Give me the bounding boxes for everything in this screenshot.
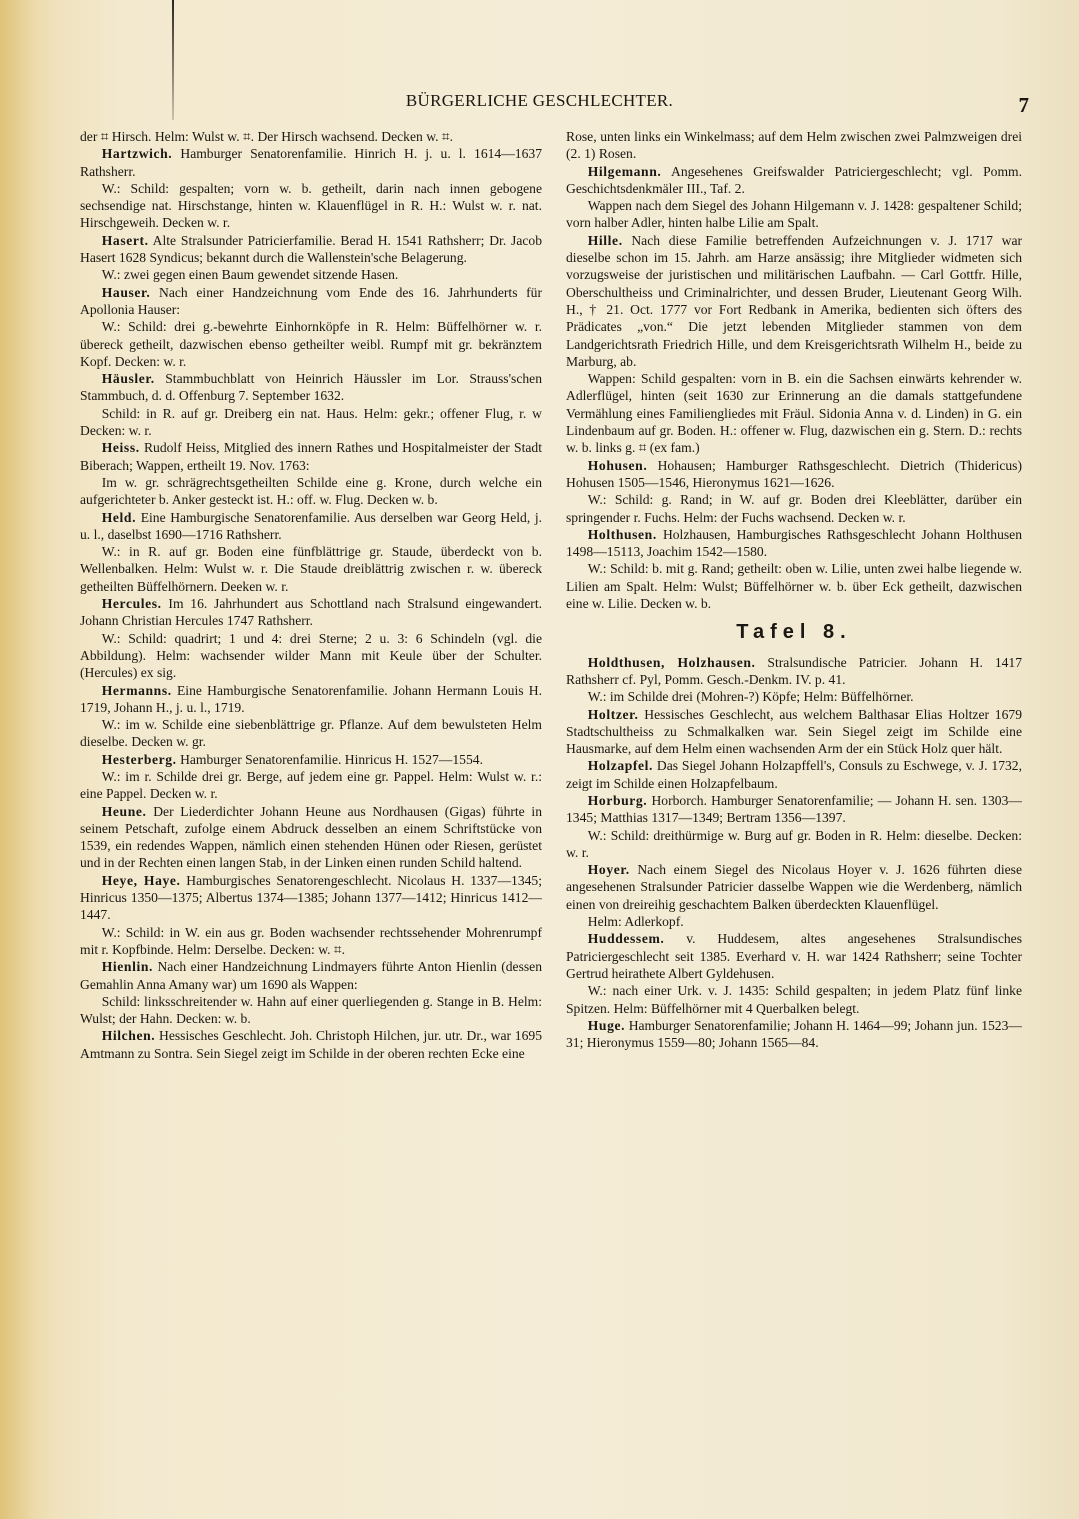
family-entry	[80, 284, 542, 319]
entry-heading: Häusler.	[101, 371, 155, 387]
blazon-paragraph: W.: nach einer Urk. v. J. 1435: Schild gespalten; in jedem Platz fünf linke Spitzen. Helm: Büffelhörner mit 4 Querbalken belegt.	[566, 983, 1022, 1016]
entry-text: Im 16. Jahrhundert aus Schottland nach Stralsund eingewandert. Johann Christian Hercules 1747 Rathsherr.	[80, 596, 542, 629]
entry-heading: Heye, Haye.	[101, 872, 181, 888]
section-title: Tafel 8.	[736, 621, 852, 644]
family-entry	[80, 232, 542, 267]
family-entry	[80, 1027, 542, 1062]
blazon-paragraph: W.: Schild: gespalten; vorn w. b. getheilt, darin nach innen gebogene sechsendige nat. Hirschstange, hinten w. Klauenflügel in R. H.: Wulst w. r. nat. Hirschgeweih. Decken w. r.	[80, 180, 542, 231]
blazon-paragraph: W.: Schild: in W. ein aus gr. Boden wachsender rechtssehender Mohrenrumpf mit r. Kopfbinde. Helm: Derselbe. Decken: w. ⌗.	[80, 924, 542, 957]
continued-paragraph: Rose, unten links ein Winkelmass; auf dem Helm zwischen zwei Palmzweigen drei (2. 1) Rosen.	[566, 129, 1022, 162]
family-entry	[80, 370, 542, 405]
entry-text: Stammbuchblatt von Heinrich Häussler im Lor. Strauss'schen Stammbuch, d. d. Offenburg 7. September 1632.	[80, 371, 542, 404]
family-entry	[80, 803, 542, 872]
entry-heading: Hauser.	[101, 284, 151, 300]
page-number: 7	[1018, 93, 1029, 117]
entry-text: Hamburger Senatorenfamilie. Hinricus H. 1527—1554.	[176, 751, 483, 767]
entry-text: Stralsundische Patricier. Johann H. 1417 Rathsherr cf. Pyl, Pomm. Gesch.-Denkm. IV. p. 41.	[566, 654, 1022, 687]
page-header	[0, 91, 1079, 115]
family-entry	[80, 145, 542, 180]
entry-heading: Horburg.	[587, 792, 648, 808]
blazon-paragraph: W.: im w. Schilde eine siebenblättrige gr. Pflanze. Auf dem bewulsteten Helm dieselbe. Decken w. gr.	[80, 717, 542, 750]
blazon-paragraph: Helm: Adlerkopf.	[587, 914, 684, 930]
entry-text: Eine Hamburgische Senatorenfamilie. Aus derselben war Georg Held, j. u. l., daselbst 1690—1716 Rathsherr.	[80, 509, 542, 542]
family-entry	[80, 682, 542, 717]
family-entry	[566, 163, 1022, 198]
blazon-paragraph: W.: in R. auf gr. Boden eine fünfblättrige gr. Staude, überdeckt von b. Wellenbalken. Helm: Wulst w. r. Die Staude dreiblättrig zwischen r. w. übereck getheilten Büffelhörnern. Deeken w. r.	[80, 544, 542, 594]
blazon-paragraph: W.: im Schilde drei (Mohren-?) Köpfe; Helm: Büffelhörner.	[587, 689, 914, 705]
entry-heading: Huddessem.	[587, 931, 665, 947]
entry-text: Angesehenes Greifswalder Patriciergeschlecht; vgl. Pomm. Geschichtsdenkmäler III., Taf. 2.	[566, 163, 1022, 196]
left-column	[80, 128, 542, 1468]
entry-text: Nach einem Siegel des Nicolaus Hoyer v. J. 1626 führten diese angesehenen Stralsunder Patricier dasselbe Wappen wie die Werdenberg, nämlich einen von dreireihig geschachtem Balken überdeckten Klauenflügel.	[566, 862, 1022, 912]
entry-heading: Hohusen.	[587, 457, 648, 473]
entry-heading: Holthusen.	[587, 526, 657, 542]
blazon-paragraph: W.: Schild: g. Rand; in W. auf gr. Boden drei Kleeblätter, darüber ein springender r. Fuchs. Helm: der Fuchs wachsend. Decken w. r.	[566, 492, 1022, 525]
blazon-paragraph: W.: Schild: quadrirt; 1 und 4: drei Sterne; 2 u. 3: 6 Schindeln (vgl. die Abbildung). Helm: wachsender wilder Mann mit Keule über der Schulter. (Hercules) ex sig.	[80, 630, 542, 681]
entry-heading: Hesterberg.	[101, 751, 177, 767]
family-entry	[566, 457, 1022, 492]
blazon-paragraph: W.: Schild: b. mit g. Rand; getheilt: oben w. Lilie, unten zwei halbe liegende w. Lilien am Spalt. Helm: Wulst; Büffelhörner w. b. über Eck getheilt, dazwischen eine w. Lilie. Decken w. b.	[566, 561, 1022, 612]
blazon-paragraph: Schild: linksschreitender w. Hahn auf einer querliegenden g. Stange in B. Helm: Wulst; der Hahn. Decken: w. b.	[80, 993, 542, 1027]
entry-heading: Hoyer.	[587, 862, 630, 878]
blazon-paragraph: Im w. gr. schrägrechtsgetheilten Schilde eine g. Krone, durch welche ein aufgerichteter b. Anker gesteckt ist. H.: off. w. Flug. Decken w. b.	[80, 474, 542, 508]
entry-text: Hessisches Geschlecht. Joh. Christoph Hilchen, jur. utr. Dr., war 1695 Amtmann zu Sontra. Sein Siegel zeigt im Schilde in der oberen rechten Ecke eine	[80, 1028, 542, 1061]
blazon-paragraph: Wappen: Schild gespalten: vorn in B. ein die Sachsen einwärts kehrender w. Adlerflügel, hinten (seit 1630 zur Erinnerung an die damals stattgefundene Vermählung eines Familiengliedes mit Fräul. Sidonia Anna v. d. Linden) in G. ein Lindenbaum auf gr. Boden. H.: offener w. Flug, dazwischen ein g. Stern. D.: rechts w. b. links g. ⌗ (ex fam.)	[566, 371, 1022, 456]
entry-heading: Hilgemann.	[587, 163, 662, 179]
entry-heading: Hienlin.	[101, 959, 154, 975]
entry-heading: Holzapfel.	[587, 758, 654, 774]
family-entry	[566, 861, 1022, 913]
entry-text: Hohausen; Hamburger Rathsgeschlecht. Dietrich (Thidericus) Hohusen 1505—1546, Hieronymus 1621—1626.	[566, 457, 1022, 490]
family-entry	[566, 792, 1022, 827]
entry-text: Das Siegel Johann Holzapffell's, Consuls zu Eschwege, v. J. 1732, zeigt im Schilde einen Holzapfelbaum.	[566, 758, 1022, 791]
entry-heading: Heune.	[101, 803, 147, 819]
entry-heading: Hasert.	[101, 232, 149, 248]
entry-text: Nach einer Handzeichnung vom Ende des 16. Jahrhunderts für Apollonia Hauser:	[80, 284, 542, 317]
entry-heading: Hartzwich.	[101, 146, 173, 162]
entry-heading: Huge.	[587, 1017, 626, 1033]
blazon-paragraph: W.: Schild: drei g.-bewehrte Einhornköpfe in R. Helm: Büffelhörner w. r. übereck getheilt, dazwischen ebenso getheilter weibl. Rumpf mit gr. bekränztem Kopf. Decken: w. r.	[80, 319, 542, 369]
entry-heading: Heiss.	[101, 440, 140, 456]
continued-paragraph: der ⌗ Hirsch. Helm: Wulst w. ⌗. Der Hirsch wachsend. Decken w. ⌗.	[80, 129, 453, 144]
entry-heading: Holtzer.	[587, 706, 639, 722]
family-entry	[80, 439, 542, 474]
family-entry	[566, 654, 1022, 689]
family-entry	[80, 958, 542, 993]
family-entry	[80, 595, 542, 630]
blazon-paragraph: Wappen nach dem Siegel des Johann Hilgemann v. J. 1428: gespaltener Schild; vorn halber Adler, hinten halbe Lilie am Spalt.	[566, 198, 1022, 231]
entry-text: Nach einer Handzeichnung Lindmayers führte Anton Hienlin (dessen Gemahlin Anna Amany war) um 1690 als Wappen:	[80, 959, 542, 992]
entry-text: Der Liederdichter Johann Heune aus Nordhausen (Gigas) führte in seinem Petschaft, zufolge einem Abdruck desselben an einem Schriftstücke von 1539, ein redendes Wappen, nämlich einen stehenden Hünen oder Riesen, gerüstet und in der Rechten einen langen Stab, in der Linken einen runden Schild haltend.	[80, 803, 542, 871]
entry-heading: Hercules.	[101, 596, 162, 612]
running-head: BÜRGERLICHE GESCHLECHTER.	[405, 91, 674, 110]
family-entry	[566, 1017, 1022, 1052]
entry-text: Hamburger Senatorenfamilie; Johann H. 1464—99; Johann jun. 1523—31; Hieronymus 1559—80; Johann 1565—84.	[566, 1017, 1022, 1051]
page-edge-shadow	[0, 0, 55, 1519]
blazon-paragraph: W.: im r. Schilde drei gr. Berge, auf jedem eine gr. Pappel. Helm: Wulst w. r.: eine Pappel. Decken w. r.	[80, 768, 542, 802]
entry-text: Alte Stralsunder Patricierfamilie. Berad H. 1541 Rathsherr; Dr. Jacob Hasert 1628 Syndicus; bekannt durch die Wallenstein'sche Belagerung.	[80, 232, 542, 266]
blazon-paragraph: W.: zwei gegen einen Baum gewendet sitzende Hasen.	[101, 267, 399, 283]
entry-text: Hamburgisches Senatorengeschlecht. Nicolaus H. 1337—1345; Hinricus 1350—1375; Albertus 1374—1385; Johann 1377—1412; Hinricus 1412—1447.	[80, 872, 542, 923]
family-entry	[80, 751, 542, 768]
family-entry	[566, 757, 1022, 792]
entry-text: Rudolf Heiss, Mitglied des innern Rathes und Hospitalmeister der Stadt Biberach; Wappen, ertheilt 19. Nov. 1763:	[80, 440, 542, 473]
entry-text: v. Huddesem, altes angesehenes Stralsundisches Patriciergeschlecht seit 1385. Everhard v. H. war 1424 Rathsherr; seine Tochter Gertrud heirathete Albert Gyldehusen.	[566, 931, 1022, 981]
entry-heading: Hermanns.	[101, 682, 172, 698]
family-entry	[80, 509, 542, 544]
entry-heading: Hille.	[587, 232, 623, 248]
entry-text: Holzhausen, Hamburgisches Rathsgeschlecht Johann Holthusen 1498—15113, Joachim 1542—1580.	[566, 526, 1022, 560]
entry-text: Nach diese Familie betreffenden Aufzeichnungen v. J. 1717 war dieselbe schon im 15. Jahrh. am Harze ansässig; ihre Mitglieder widmeten sich vorzugsweise der juristischen und militärischen Laufbahn. — Carl Gottfr. Hille, Oberschultheiss und Criminalrichter, und dessen Bruder, Lieutenant Georg Wilh. H., † 21. Oct. 1777 vor Fort Redbank in Amerika, bedienten sich öfters des Prädicates „von.“ Die jetzt lebenden Mitglieder stammen von dem Landgerichtsrath Friedrich Hille, und dem Kreisgerichtsrath Wilhelm H., beide zu Marburg, ab.	[566, 232, 1022, 369]
blazon-paragraph: W.: Schild: dreithürmige w. Burg auf gr. Boden in R. Helm: dieselbe. Decken: w. r.	[566, 827, 1022, 860]
entry-heading: Held.	[101, 509, 137, 525]
right-column	[566, 128, 1022, 1468]
entry-heading: Holdthusen, Holzhausen.	[587, 654, 756, 670]
family-entry	[566, 232, 1022, 370]
entry-heading: Hilchen.	[101, 1028, 156, 1044]
entry-text: Eine Hamburgische Senatorenfamilie. Johann Hermann Louis H. 1719, Johann H., j. u. l., 1719.	[80, 682, 542, 715]
blazon-paragraph: Schild: in R. auf gr. Dreiberg ein nat. Haus. Helm: gekr.; offener Flug, r. w Decken: w. r.	[80, 405, 542, 439]
entry-text: Hamburger Senatorenfamilie. Hinrich H. j. u. l. 1614—1637 Rathsherr.	[80, 146, 542, 179]
family-entry	[80, 872, 542, 924]
entry-text: Horborch. Hamburger Senatorenfamilie; — Johann H. sen. 1303—1345; Matthias 1317—1349; Bertram 1356—1397.	[566, 792, 1022, 826]
family-entry	[566, 706, 1022, 758]
family-entry	[566, 930, 1022, 982]
family-entry	[566, 526, 1022, 561]
entry-text: Hessisches Geschlecht, aus welchem Balthasar Elias Holtzer 1679 Stadtschultheiss zu Schmalkalken war. Sein Siegel zeigt im Schilde eine Hausmarke, auf dem Helm einen wachsenden Arm der ein Stück Holz quer hält.	[566, 706, 1022, 757]
